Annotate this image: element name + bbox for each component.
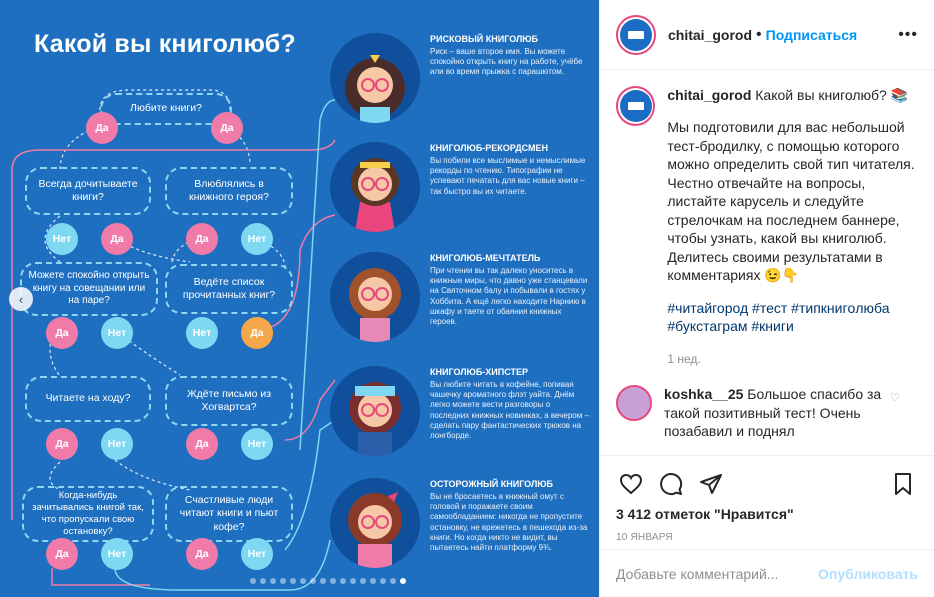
likes-count[interactable]: 3 412 отметок "Нравится" (616, 506, 794, 522)
comment-username[interactable]: koshka__25 (664, 386, 744, 403)
carousel-dot (340, 578, 346, 584)
heart-icon[interactable]: ♡ (890, 392, 900, 405)
caption-hashtags[interactable]: #читайгород #тест #типкнигoлюба #букстаграм #книги (667, 299, 890, 335)
type-desc: Риск – ваше второе имя. Вы можете спокойно открыть книгу на работе, учёбе или во время прыжка с парашютом. (430, 47, 583, 77)
carousel-dot (290, 578, 296, 584)
carousel-dot (330, 578, 336, 584)
question-open-book-meeting: Можете спокойно открыть книгу на совещании или на паре? (20, 262, 158, 316)
question-reading-list: Ведёте список прочитанных книг? (165, 264, 293, 314)
separator: • (756, 25, 762, 43)
question-fell-in-love: Влюблялись в книжного героя? (165, 167, 293, 215)
comment-text: Большое спасибо за такой позитивный тест! Очень позабавил и поднял (664, 386, 882, 440)
account-username[interactable]: chitai_gorod (668, 26, 753, 43)
type-desc: Вы побили все мыслимые и немыслимые рекорды по чтению. Типографии не успевают печатать для вас новые книги – так быстро вы их читаете. (430, 156, 586, 196)
avatar-risky-reader (330, 33, 420, 123)
carousel-dot-active (400, 578, 406, 584)
caption-title: Какой вы книголюб? 📚 (755, 87, 909, 103)
carousel-dot (260, 578, 266, 584)
caption-body (667, 86, 918, 367)
answer-yes: Да (86, 112, 118, 144)
carousel-dot (250, 578, 256, 584)
heart-icon[interactable] (616, 469, 646, 499)
comment-body (664, 385, 884, 440)
caption-text: Мы подготовили для вас небольшой тест-бродилку, с помощью которого можно определить свой тип читателя. Честно отвечайте на вопросы, листайте карусель и следуйте стрелочкам на последнем баннере, чтобы узнать, какой вы книголюб. Делитесь своими результатами в комментариях 😉👇 (667, 119, 915, 284)
answer-yes: Да (101, 223, 133, 255)
type-careful (430, 479, 590, 553)
carousel-dot (360, 578, 366, 584)
avatar-careful-reader (330, 478, 420, 568)
more-options-icon[interactable]: ••• (898, 25, 918, 43)
question-finish-books: Всегда дочитываете книги? (25, 167, 151, 215)
avatar-hipster-reader (330, 366, 420, 456)
answer-yes: Да (186, 428, 218, 460)
comment-icon[interactable] (656, 469, 686, 499)
chevron-left-icon: ‹ (18, 291, 24, 307)
carousel-dot (270, 578, 276, 584)
answer-no: Нет (101, 428, 133, 460)
carousel-dot (390, 578, 396, 584)
carousel-dot (370, 578, 376, 584)
share-icon[interactable] (696, 469, 726, 499)
answer-yes: Да (211, 112, 243, 144)
logo-icon (620, 19, 652, 51)
answer-no: Нет (241, 428, 273, 460)
poster-title: Какой вы книголюб? (34, 30, 296, 58)
carousel-dot (350, 578, 356, 584)
carousel-dots (250, 578, 406, 584)
carousel-dot (320, 578, 326, 584)
publish-button[interactable]: Опубликовать (818, 565, 918, 582)
action-icons (616, 464, 918, 504)
answer-yes: Да (46, 317, 78, 349)
carousel-dot (310, 578, 316, 584)
type-title: ОСТОРОЖНЫЙ КНИГОЛЮБ (430, 479, 554, 489)
answer-no: Нет (241, 538, 273, 570)
carousel-dot (300, 578, 306, 584)
caption-username[interactable]: chitai_gorod (667, 87, 752, 103)
answer-no: Нет (46, 223, 78, 255)
type-risky (430, 34, 590, 78)
carousel-prev-button[interactable] (9, 287, 33, 311)
bookmark-icon[interactable] (888, 469, 918, 499)
comment-input[interactable]: Добавьте комментарий... (616, 565, 779, 582)
logo-icon (620, 90, 652, 122)
caption-time[interactable]: 1 нед. (667, 351, 701, 366)
post-date: 10 ЯНВАРЯ (616, 532, 673, 543)
question-read-on-go: Читаете на ходу? (25, 376, 151, 422)
comment-item (616, 385, 918, 440)
answer-yes: Да (46, 428, 78, 460)
avatar-record-reader (330, 142, 420, 232)
carousel-dot (280, 578, 286, 584)
type-title: КНИГОЛЮБ-ХИПСТЕР (430, 367, 529, 377)
avatar-dreamer-reader (330, 252, 420, 342)
post-header (600, 0, 934, 70)
type-title: КНИГОЛЮБ-МЕЧТАТЕЛЬ (430, 253, 541, 263)
type-desc: Вы не бросаетесь в книжный омут с головой и поражаете своим самообладанием: никогда не пропустите остановку, не врежетесь в пешехода из-за книги. Но когда никто не видит, вы пытаетесь найти платформу 9¾. (430, 492, 588, 553)
answer-yes: Да (46, 538, 78, 570)
question-hogwarts: Ждёте письмо из Хогвартса? (165, 376, 293, 426)
post-sidebar (599, 0, 934, 597)
answer-no: Нет (101, 538, 133, 570)
answer-no: Нет (241, 223, 273, 255)
type-desc: Вы любите читать в кофейне, попивая чашечку ароматного флэт уайта. Днём легко можете вести разговоры о последних книжных новинках, а вечером – сделать пару фантастических трюков на лонгборде. (430, 380, 589, 441)
carousel-dot (380, 578, 386, 584)
answer-no: Нет (186, 317, 218, 349)
question-missed-stop: Когда-нибудь зачитывались книгой так, что пропускали свою остановку? (22, 486, 154, 542)
answer-no: Нет (101, 317, 133, 349)
answer-yes: Да (186, 538, 218, 570)
type-title: РИСКОВЫЙ КНИГОЛЮБ (430, 34, 539, 44)
type-desc: При чтении вы так далеко уноситесь в книжные миры, что давно уже станцевали на Святочном балу и побывали в гостях у Хоббита. А ещё легко находите Нарнию в шкафу и таете от обаяния книжных героев. (430, 266, 588, 327)
post-actions (600, 455, 934, 551)
add-comment-bar (600, 549, 934, 597)
answer-yes: Да (186, 223, 218, 255)
follow-button[interactable]: Подписаться (765, 26, 858, 43)
caption (616, 86, 918, 367)
type-dreamer (430, 253, 590, 327)
answer-yes: Да (241, 317, 273, 349)
comments-section[interactable] (600, 70, 934, 455)
question-love-books: Любите книги? (100, 93, 232, 125)
question-books-coffee: Счастливые люди читают книги и пьют кофе? (165, 486, 293, 542)
account-avatar[interactable] (616, 15, 656, 55)
type-hipster (430, 367, 590, 441)
commenter-avatar[interactable] (616, 385, 652, 421)
type-record (430, 143, 590, 197)
caption-avatar[interactable] (616, 86, 655, 126)
type-title: КНИГОЛЮБ-РЕКОРДСМЕН (430, 143, 549, 153)
